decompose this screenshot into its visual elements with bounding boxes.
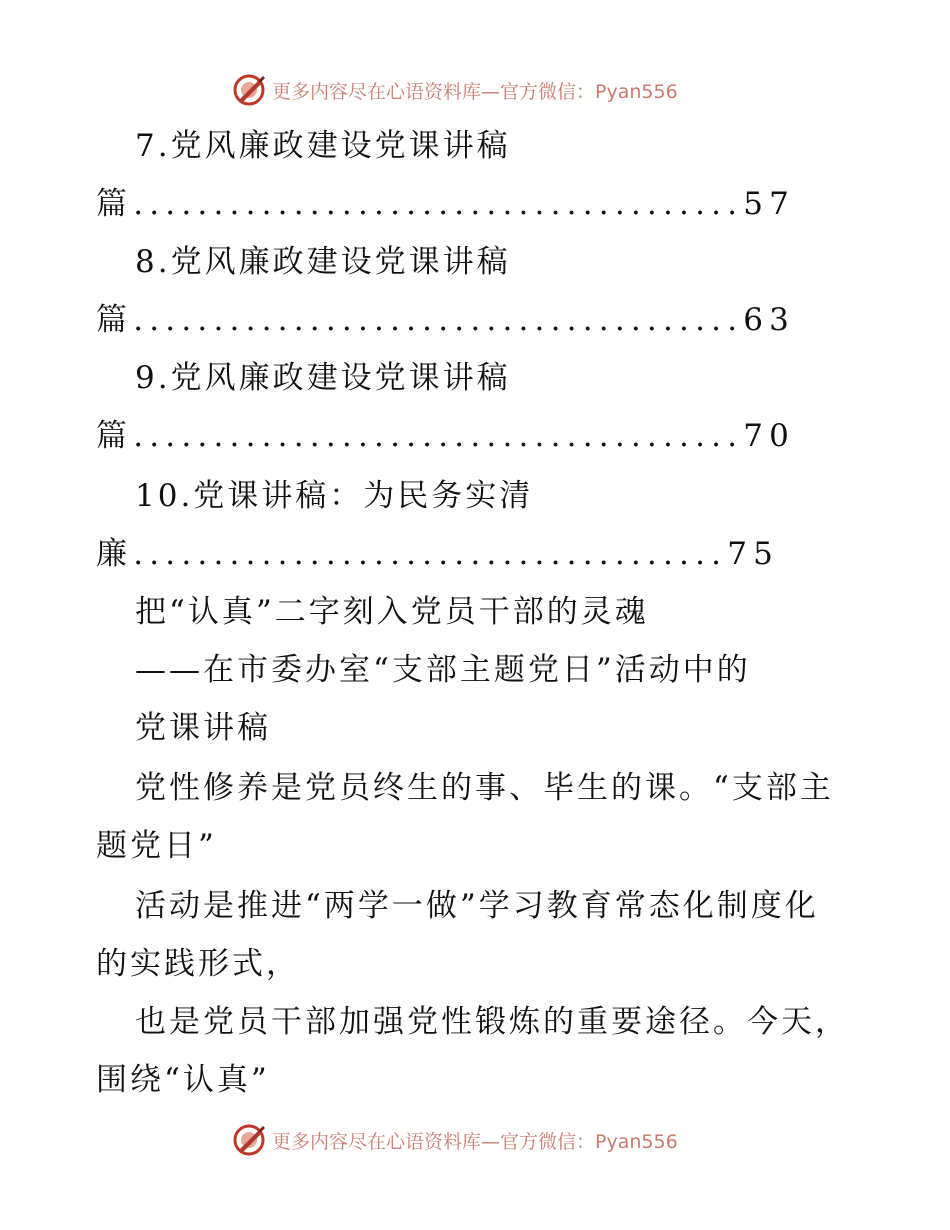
toc-entry-title: 8.党风廉政建设党课讲稿 xyxy=(135,244,511,280)
header-watermark xyxy=(232,72,752,108)
article-subtitle-line1: ——在市委办室“支部主题党日”活动中的 xyxy=(135,652,751,688)
toc-entry-leader: 篇......................................57 xyxy=(96,186,796,222)
article-subtitle-line2: 党课讲稿 xyxy=(135,710,271,746)
toc-entry-title: 7.党风廉政建设党课讲稿 xyxy=(135,128,511,164)
body-line: 的实践形式， xyxy=(96,946,300,982)
watermark-text: 更多内容尽在心语资料库—官方微信：Pyan556 xyxy=(272,1130,678,1153)
pen-logo-icon xyxy=(232,1123,266,1157)
toc-entry-leader: 廉.....................................75 xyxy=(96,536,780,572)
toc-entry-title: 10.党课讲稿：为民务实清 xyxy=(135,478,534,514)
body-line: 也是党员干部加强党性锻炼的重要途径。今天， xyxy=(135,1004,849,1040)
body-line: 党性修养是党员终生的事、毕生的课。“支部主 xyxy=(135,770,834,806)
footer-watermark xyxy=(232,1122,752,1158)
body-line: 围绕“认真” xyxy=(96,1062,270,1098)
toc-entry-title: 9.党风廉政建设党课讲稿 xyxy=(135,360,511,396)
toc-entry-leader: 篇......................................70 xyxy=(96,418,796,454)
toc-entry-leader: 篇......................................63 xyxy=(96,302,796,338)
article-title: 把“认真”二字刻入党员干部的灵魂 xyxy=(135,594,649,630)
watermark-text: 更多内容尽在心语资料库—官方微信：Pyan556 xyxy=(272,80,678,103)
pen-logo-icon xyxy=(232,73,266,107)
body-line: 活动是推进“两学一做”学习教育常态化制度化 xyxy=(135,888,819,924)
body-line: 题党日” xyxy=(96,828,217,864)
